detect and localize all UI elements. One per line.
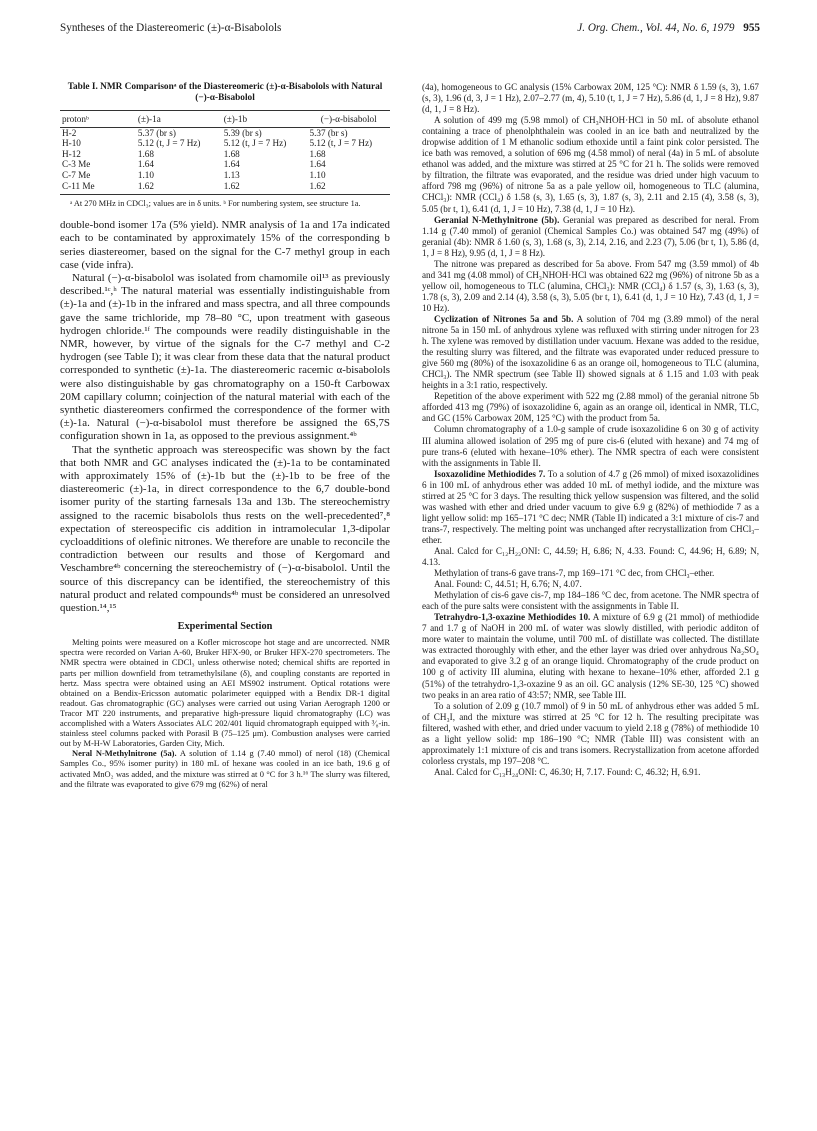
paragraph: A solution of 499 mg (5.98 mmol) of CH₃NHOH·HCl in 50 mL of absolute ethanol containing a trace of phenolphthalein was cooled in an ice bath and neutralized by the dropwise addition of 1 M ethanolic sodium ethoxide until a faint pink color persisted. The ice bath was removed, a solution of 696 mg (4.58 mmol) of neral (4a) in 5 mL of absolute ethanol was added, and the mixture was stirred at 25 °C for 21 h. The solids were removed by filtration, the filtrate was evaporated, and the residue was dried under high vacuum to afford 798 mg (96%) of nitrone 5a as a pale yellow oil, homogeneous to TLC (alumina, CHCl₃): NMR (CCl₄) δ 1.58 (s, 3), 1.65 (s, 3), 1.87 (s, 3), 2.11 and 2.15 (4), 3.58 (s, 3), 5.05 (br t, 1), 6.41 (d, 1, J = 10 Hz), 7.38 (d, 1, J = 10 Hz).	[422, 115, 759, 214]
paragraph-text: A solution of 704 mg (3.89 mmol) of the neral nitrone 5a in 150 mL of anhydrous xylene was refluxed with stirring under nitrogen for 23 h. The xylene was removed by distillation under vacuum. Hexane was added to the residue, the resulting slurry was filtered, and the filtrate was evaporated under reduced pressure to give 560 mg (80%) of the isoxazolidine 6 as an orange oil, homogeneous to TLC (alumina, CHCl₃). The NMR spectrum (see Table II) showed signals at δ 1.15 and 1.03 with peak heights in a 3:1 ratio, respectively.	[422, 313, 759, 391]
right-column	[422, 82, 759, 778]
run-in-heading: Tetrahydro-1,3-oxazine Methiodides 10.	[434, 612, 591, 623]
body-text	[60, 219, 390, 615]
table-cell: H-10	[62, 138, 81, 149]
paragraph-text: A solution of 1.14 g (7.40 mmol) of nerol (18) (Chemical Samples Co., 95% isomer purity) in 180 mL of hexane was cooled in an ice bath, 19.6 g of activated MnO₂ was added, and the mixture was stirred at 0 °C for 3 h.¹⁶ The slurry was filtered, and the filtrate was evaporated to give 679 mg (62%) of neral	[60, 748, 390, 789]
running-header	[60, 22, 760, 38]
paragraph: Anal. Calcd for C₁₃H₂₄ONI: C, 46.30; H, 7.17. Found: C, 46.32; H, 6.91.	[434, 766, 701, 777]
table-header-1b: (±)-1b	[222, 114, 308, 127]
paragraph: That the synthetic approach was stereospecific was shown by the fact that both NMR and GC analyses indicated the (±)-1a to be contaminated with approximately 15% of (±)-1b but the (±)-1b to be free of the diastereomeric (±)-1a, in direct correspondence to the 6,7 double-bond isomer purity of the starting farnesals 13a and 13b. The stereochemistry assigned to the racemic bisabolols thus rests on the well-precedented⁷,⁸ expectation of stereospecific cis addition in intramolecular 1,3-dipolar cycloadditions of olefinic nitrones. We therefore are unable to reconcile the contradiction between our results and those of Kergomard and Veschambre⁴ᵇ concerning the stereochemistry of (−)-α-bisabolol. Until the source of this discrepancy can be identified, the stereochemistry of this natural product and related compounds⁴ᵇ must be considered an unresolved question.¹⁴,¹⁵	[60, 443, 390, 615]
table-cell: 1.10	[309, 169, 326, 180]
table-cell: 1.10	[137, 169, 154, 180]
table-caption: Table I. NMR Comparisonᵃ of the Diastereomeric (±)-α-Bisabolols with Natural (−)-α-Bisabolol	[67, 82, 383, 103]
table-cell: C-7 Me	[62, 169, 91, 180]
run-in-heading: Isoxazolidine Methiodides 7.	[434, 468, 546, 479]
table-cell: 5.12 (t, J = 7 Hz)	[309, 138, 373, 149]
table-footnote: ᵃ At 270 MHz in CDCl₃; values are in δ units. ᵇ For numbering system, see structure 1a.	[70, 199, 361, 209]
table-cell: 1.13	[223, 169, 240, 180]
journal-citation: J. Org. Chem., Vol. 44, No. 6, 1979	[577, 22, 735, 34]
table-cell: 1.64	[309, 159, 326, 170]
table-row	[60, 149, 390, 160]
run-in-heading: Cyclization of Nitrones 5a and 5b.	[434, 313, 574, 324]
table-cell: 5.39 (br s)	[223, 127, 262, 138]
paragraph-text: A mixture of 6.9 g (21 mmol) of methiodide 7 and 1.7 g of NaOH in 200 mL of water was slowly distilled, with periodic additon of more water to maintain the volume, until 700 mL of distillate was collected. The distillate was extracted thoroughly with ether, and the ether layer was dried over anhydrous Na₂SO₄ and evaporated to give 3.2 g of an orange liquid. Chromatography of the crude product on 100 g of activity III alumina, eluting with hexane to hexane–10% ether, afforded 2.1 g (51%) of the tetrahydro-1,3-oxazine 9 as an oil. GC analysis (12% SE-30, 125 °C) showed two peaks in an area ratio of 43:57; NMR, see Table III.	[422, 612, 760, 700]
table-cell: 1.62	[222, 181, 308, 195]
table-cell: 1.64	[137, 159, 154, 170]
paragraph: Methylation of cis-6 gave cis-7, mp 184–186 °C dec, from acetone. The NMR spectra of each of the pure salts were consistent with the assignments in Table II.	[422, 590, 759, 612]
page-number: 955	[743, 22, 760, 34]
table-header-proton: protonᵇ	[60, 114, 136, 127]
running-title: Syntheses of the Diastereomeric (±)-α-Bisabolols	[60, 22, 282, 34]
paragraph: Methylation of trans-6 gave trans-7, mp 169–171 °C dec, from CHCl₃–ether.	[434, 568, 715, 579]
left-column	[60, 82, 390, 789]
table-cell: C-3 Me	[62, 159, 91, 170]
paragraph: The nitrone was prepared as described for 5a above. From 547 mg (3.59 mmol) of 4b and 341 mg (4.08 mmol) of CH₃NHOH·HCl was obtained 622 mg (96%) of nitrone 5b as a yellow oil, homogeneous to TLC (alumina, CHCl₃): NMR (CCl₄) δ 1.57 (s, 3), 1.63 (s, 3), 1.78 (s, 3), 2.09 and 2.14 (4), 3.58 (s, 3), 5.05 (br t, 1), 6.41 (d, 1, J = 10 Hz), 7.43 (d, 1, J = 10 Hz).	[422, 258, 759, 313]
table-header-1a: (±)-1a	[136, 114, 222, 127]
table-cell: 5.12 (t, J = 7 Hz)	[137, 138, 201, 149]
paragraph: Column chromatography of a 1.0-g sample of crude isoxazolidine 6 on 30 g of activity III alumina allowed isolation of 295 mg of pure cis-6 (eluted with hexane) and 74 mg of pure trans-6 (eluted with hexane–10% ether). The NMR spectra of each were consistent with the assignments in Table II.	[422, 424, 759, 468]
paragraph: Melting points were measured on a Kofler microscope hot stage and are uncorrected. NMR spectra were recorded on Varian A-60, Bruker HFX-90, or Bruker HFX-270 spectrometers. The NMR spectra were obtained in CDCl₃ unless otherwise noted; chemical shifts are reported in parts per million downfield from tetramethylsilane (δ), and coupling constants are reported in hertz. Mass spectra were obtained using an AEI MS902 instrument. Optical rotations were obtained on a Bendix-Ericsson automatic polarimeter equipped with a Bendix DR-1 digital readout. Gas chromatographic (GC) analyses were carried out using Varian Aerograph 1200 or Tracor MT 220 instruments, and preparative high-pressure liquid chromatography (LC) was accomplished with a Waters Associates ALC 202/401 liquid chromatograph equipped with ³⁄₈-in. stainless steel columns packed with Porasil B (75–125 μm). Combustion analyses were carried out by M-H-W Laboratories, Garden City, Mich.	[60, 637, 390, 749]
table-row	[60, 138, 390, 149]
run-in-heading: Neral N-Methylnitrone (5a).	[72, 748, 177, 759]
paragraph: Anal. Found: C, 44.51; H, 6.76; N, 4.07.	[434, 579, 582, 590]
table-cell: 1.64	[223, 159, 240, 170]
table-cell: 5.12 (t, J = 7 Hz)	[223, 138, 287, 149]
table-cell: C-11 Me	[60, 181, 136, 195]
paragraph	[60, 748, 390, 788]
paragraph: Natural (−)-α-bisabolol was isolated from chamomile oil¹³ as previously described.¹ᶜ,ʰ The natural material was essentially indistinguishable from (±)-1a and (±)-1b in the infrared and mass spectra, and all three compounds gave the same trichloride, mp 78–80 °C, upon treatment with gaseous hydrogen chloride.¹ᶠ The compounds were readily distinguishable in the NMR, however, by virtue of the signals for the C-7 methyl and C-2 hydrogen (see Table I); it was clear from these data that the natural product corresponded to synthetic (±)-1a. The diastereomeric racemic α-bisabolols were also distinguishable by gas chromatography on a 150-ft Carbowax 20M capillary column; coinjection of the natural material with each of the synthetic diastereomers confirmed the correspondence of the former with (±)-1a. Natural (−)-α-bisabolol must therefore be assigned the 6S,7S configuration shown in 1a, as opposed to the previous assignment.⁴ᵇ	[60, 271, 390, 443]
table-cell: 1.68	[309, 148, 326, 159]
table-row	[60, 159, 390, 170]
paragraph	[422, 612, 759, 700]
paragraph-text: To a solution of 4.7 g (26 mmol) of mixed isoxazolidines 6 in 100 mL of anhydrous ether was added 10 mL of methyl iodide, and the mixture was stirred at 25 °C for 3 days. The resulting thick yellow suspension was filtered, and the solid was washed with ether and dried under vacuum to give 6.9 g (82%) of methiodide 7 as a light yellow solid: mp 165–171 °C dec; NMR (Table II) indicated a 3:1 mixture of cis-7 and trans-7, respectively. The melting point was unchanged after recrystallization from CHCl₃–ether.	[422, 468, 759, 545]
paragraph: Anal. Calcd for C₁₂H₂₂ONI: C, 44.59; H, 6.86; N, 4.33. Found: C, 44.96; H, 6.89; N, 4.13.	[422, 545, 759, 568]
nmr-table	[60, 110, 390, 195]
table-row	[60, 181, 390, 195]
table-cell: H-12	[62, 148, 81, 159]
table-row	[60, 127, 390, 138]
table-cell: 1.68	[223, 148, 240, 159]
journal-citation-block	[577, 22, 760, 34]
table-cell: 5.37 (br s)	[137, 127, 176, 138]
paragraph-text: Geranial was prepared as described for neral. From 1.14 g (7.40 mmol) of geraniol (Chemical Samples Co.) was obtained 547 mg (49%) of geranial (4b): NMR δ 1.60 (s, 3), 1.68 (s, 3), 2.14, 2.16, and 2.23 (7), 5.06 (br t, 1), 5.86 (d, 1, J = 8 Hz), 9.95 (d, 1, J = 8 Hz).	[422, 214, 759, 258]
paragraph: To a solution of 2.09 g (10.7 mmol) of 9 in 50 mL of anhydrous ether was added 5 mL of CH₃I, and the mixture was stirred at 25 °C for 12 h. The resulting precipitate was filtered, washed with ether, and dried under vacuum to yield 2.18 g (78%) of methiodide 10 as a light yellow solid: mp 186–190 °C; NMR (Table III) was consistent with an approximately 1:1 mixture of cis and trans isomers. Recrystallization from acetone afforded colorless crystals, mp 197–208 °C.	[422, 700, 759, 766]
run-in-heading: Geranial N-Methylnitrone (5b).	[434, 214, 560, 225]
paragraph	[422, 469, 759, 546]
paragraph: double-bond isomer 17a (5% yield). NMR analysis of 1a and 17a indicated each to be contaminated by approximately 15% of the corresponding b series diastereomer, based on the signal for the C-7 methyl group in each case (vide infra).	[60, 219, 390, 271]
table-cell: 1.68	[137, 148, 154, 159]
paragraph: (4a), homogeneous to GC analysis (15% Carbowax 20M, 125 °C): NMR δ 1.59 (s, 3), 1.67 (s, 3), 1.96 (d, 3, J = 1 Hz), 2.07–2.77 (m, 4), 5.10 (t, 1, J = 7 Hz), 5.86 (d, 1, J = 8 Hz), 9.87 (d, 1, J = 8 Hz).	[422, 82, 759, 115]
table-cell: 1.62	[136, 181, 222, 195]
section-heading: Experimental Section	[177, 621, 273, 633]
paragraph: Repetition of the above experiment with 522 mg (2.88 mmol) of the geranial nitrone 5b afforded 413 mg (79%) of isoxazolidine 6, again as an orange oil, identical in NMR, TLC, and GC (15% Carbowax 20M, 125 °C) with the product from 5a.	[422, 391, 759, 424]
table-cell: 1.62	[307, 181, 390, 195]
paragraph	[422, 314, 759, 391]
table-cell: H-2	[62, 127, 77, 138]
paragraph	[422, 215, 759, 259]
table-cell: 5.37 (br s)	[309, 127, 348, 138]
table-header-natural: (−)-α-bisabolol	[307, 114, 390, 127]
table-row	[60, 170, 390, 181]
experimental-text	[60, 637, 390, 788]
